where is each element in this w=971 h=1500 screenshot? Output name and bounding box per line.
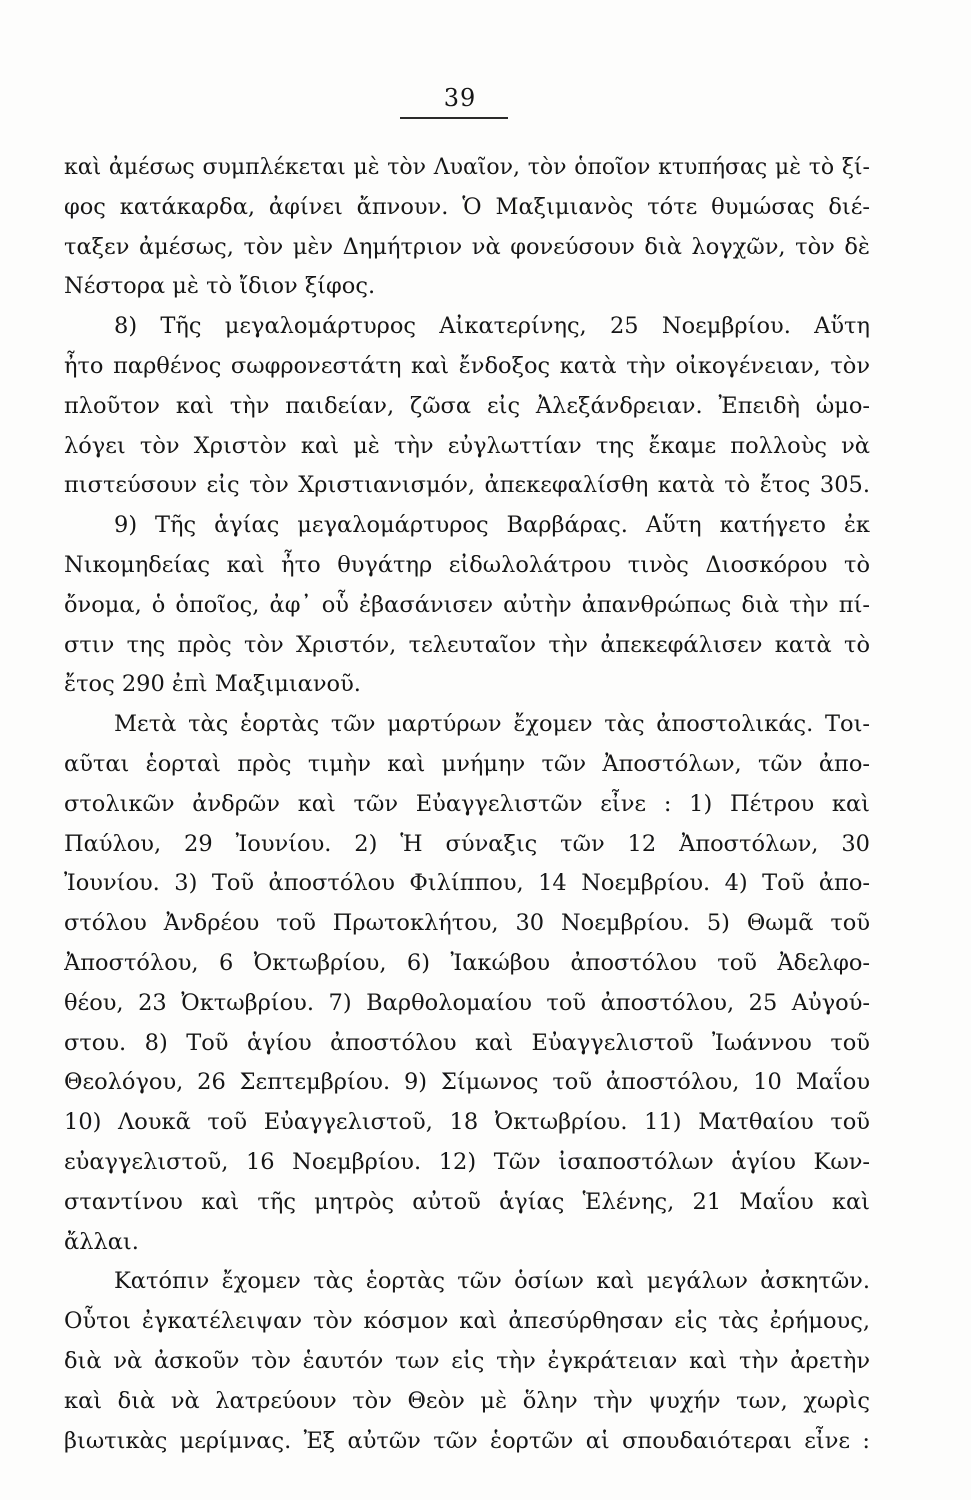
text-line: βιωτικὰς μερίμνας. Ἐξ αὐτῶν τῶν ἑορτῶν αἱ σπουδαιότεραι εἶνε : (64, 1427, 870, 1454)
text-line: στου. 8) Τοῦ ἁγίου ἀποστόλου καὶ Εὐαγγελιστοῦ Ἰωάννου τοῦ (64, 1029, 870, 1056)
text-line: πλοῦτον καὶ τὴν παιδείαν, ζῶσα εἰς Ἀλεξάνδρειαν. Ἐπειδὴ ὡμο- (64, 392, 870, 419)
text-line: αῦται ἑορταὶ πρὸς τιμὴν καὶ μνήμην τῶν Ἀποστόλων, τῶν ἀπο- (64, 750, 870, 777)
text-line: Θεολόγου, 26 Σεπτεμβρίου. 9) Σίμωνος τοῦ ἀποστόλου, 10 Μαΐου (64, 1069, 870, 1096)
text-line: στολικῶν ἀνδρῶν καὶ τῶν Εὐαγγελιστῶν εἶνε : 1) Πέτρου καὶ (64, 790, 870, 817)
page-number-rule (400, 117, 508, 119)
text-line: καὶ ἀμέσως συμπλέκεται μὲ τὸν Λυαῖον, τὸν ὁποῖον κτυπήσας μὲ τὸ ξί- (64, 155, 870, 180)
text-line: καὶ διὰ νὰ λατρεύουν τὸν Θεὸν μὲ ὅλην τὴν ψυχήν των, χωρὶς (64, 1387, 870, 1414)
text-line: Μετὰ τὰς ἑορτὰς τῶν μαρτύρων ἔχομεν τὰς ἀποστολικάς. Τοι- (114, 711, 870, 738)
text-line: 9) Τῆς ἁγίας μεγαλομάρτυρος Βαρβάρας. Αὕτη κατήγετο ἐκ (114, 512, 870, 539)
text-line: Παύλου, 29 Ἰουνίου. 2) Ἡ σύναξις τῶν 12 Ἀποστόλων, 30 (64, 830, 870, 857)
text-line: διὰ νὰ ἀσκοῦν τὸν ἑαυτόν των εἰς τὴν ἐγκράτειαν καὶ τὴν ἀρετὴν (64, 1347, 870, 1374)
text-line: 8) Τῆς μεγαλομάρτυρος Αἰκατερίνης, 25 Νοεμβρίου. Αὕτη (114, 313, 870, 340)
text-line: Οὗτοι ἐγκατέλειψαν τὸν κόσμον καὶ ἀπεσύρθησαν εἰς τὰς ἐρήμους, (64, 1308, 870, 1335)
text-line: πιστεύσουν εἰς τὸν Χριστιανισμόν, ἀπεκεφαλίσθη κατὰ τὸ ἔτος 305. (64, 472, 870, 499)
text-line: ἄλλαι. (64, 1228, 139, 1255)
text-line: στόλου Ἀνδρέου τοῦ Πρωτοκλήτου, 30 Νοεμβρίου. 5) Θωμᾶ τοῦ (64, 910, 870, 937)
text-line: ἔτος 290 ἐπὶ Μαξιμιανοῦ. (64, 671, 361, 698)
text-line: ταξεν ἀμέσως, τὸν μὲν Δημήτριον νὰ φονεύσουν διὰ λογχῶν, τὸν δὲ (64, 233, 870, 260)
text-line: Νικομηδείας καὶ ἦτο θυγάτηρ εἰδωλολάτρου τινὸς Διοσκόρου τὸ (64, 551, 870, 578)
text-line: λόγει τὸν Χριστὸν καὶ μὲ τὴν εὐγλωττίαν της ἔκαμε πολλοὺς νὰ (64, 432, 870, 459)
text-line: θέου, 23 Ὀκτωβρίου. 7) Βαρθολομαίου τοῦ ἀποστόλου, 25 Αὐγού- (64, 989, 870, 1016)
text-line: 10) Λουκᾶ τοῦ Εὐαγγελιστοῦ, 18 Ὀκτωβρίου. 11) Ματθαίου τοῦ (64, 1109, 870, 1136)
body-text (64, 148, 870, 1461)
text-line: στιν της πρὸς τὸν Χριστόν, τελευταῖον τὴν ἀπεκεφάλισεν κατὰ τὸ (64, 631, 870, 658)
text-line: ἦτο παρθένος σωφρονεστάτη καὶ ἔνδοξος κατὰ τὴν οἰκογένειαν, τὸν (64, 352, 870, 379)
text-line: ὄνομα, ὁ ὁποῖος, ἀφ᾽ οὗ ἐβασάνισεν αὐτὴν ἀπανθρώπως διὰ τὴν πί- (64, 591, 870, 618)
text-line: σταντίνου καὶ τῆς μητρὸς αὐτοῦ ἁγίας Ἑλένης, 21 Μαΐου καὶ (64, 1188, 870, 1215)
page-number: 39 (443, 84, 477, 112)
text-line: εὐαγγελιστοῦ, 16 Νοεμβρίου. 12) Τῶν ἰσαποστόλων ἁγίου Κων- (64, 1148, 870, 1175)
text-line: Κατόπιν ἔχομεν τὰς ἑορτὰς τῶν ὁσίων καὶ μεγάλων ἀσκητῶν. (114, 1268, 870, 1295)
text-line: Ἰουνίου. 3) Τοῦ ἀποστόλου Φιλίππου, 14 Νοεμβρίου. 4) Τοῦ ἀπο- (64, 870, 870, 897)
text-line: Ἀποστόλου, 6 Ὀκτωβρίου, 6) Ἰακώβου ἀποστόλου τοῦ Ἀδελφο- (64, 949, 870, 976)
text-line: φος κατάκαρδα, ἀφίνει ἄπνουν. Ὁ Μαξιμιανὸς τότε θυμώσας διέ- (64, 193, 870, 220)
text-line: Νέστορα μὲ τὸ ἴδιον ξίφος. (64, 273, 376, 300)
